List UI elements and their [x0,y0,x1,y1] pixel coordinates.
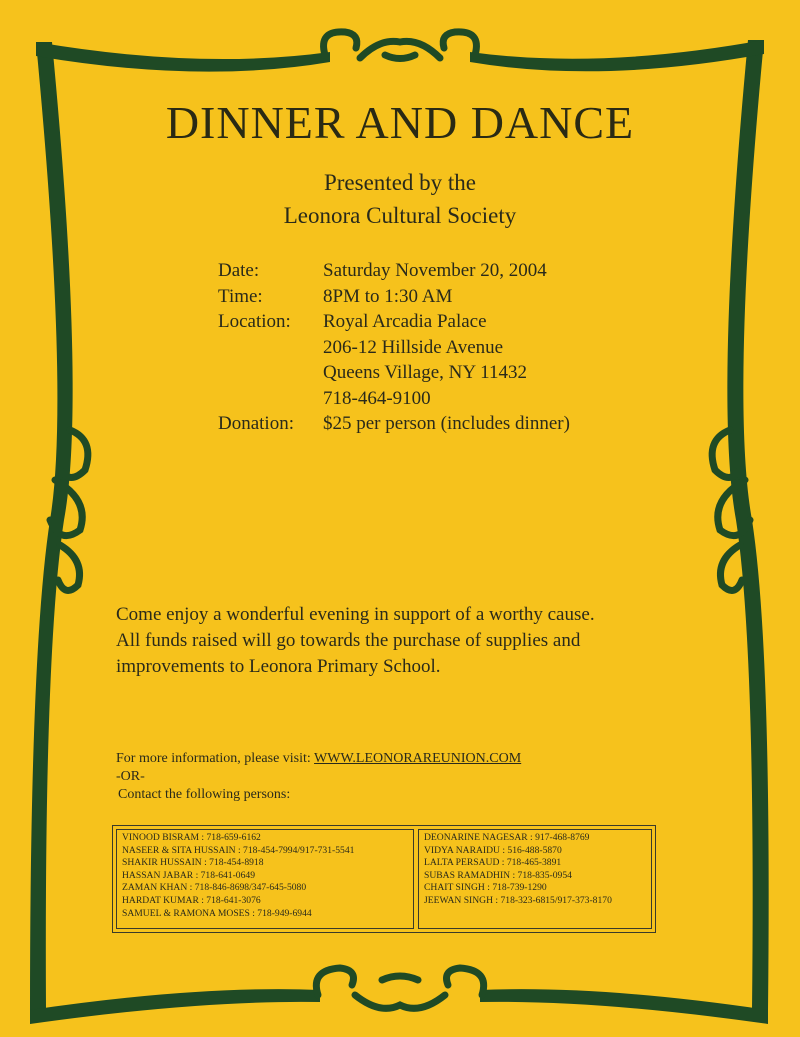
contact-entry: ZAMAN KHAN : 718-846-8698/347-645-5080 [122,882,307,894]
detail-value: Saturday November 20, 2004 [323,260,547,281]
event-details [218,258,570,437]
info-contact: Contact the following persons: [118,787,291,802]
info-line [116,750,521,768]
presented-line-2: Leonora Cultural Society [283,203,517,228]
paragraph-line: improvements to Leonora Primary School. [116,656,441,677]
description-paragraph [116,602,716,680]
contact-entry: SAMUEL & RAMONA MOSES : 718-949-6944 [122,907,312,919]
contacts-column-right [418,829,652,929]
detail-value: 206-12 Hillside Avenue [323,336,504,358]
contact-entry: HARDAT KUMAR : 718-641-3076 [122,894,261,906]
contact-entry: NASEER & SITA HUSSAIN : 718-454-7994/917-731-5541 [122,844,355,856]
detail-value: 8PM to 1:30 AM [323,285,453,307]
detail-label: Time: [218,285,263,307]
detail-value: $25 per person (includes dinner) [323,413,570,434]
detail-label: Date: [218,260,260,281]
info-or: -OR- [116,769,145,784]
contacts-table [112,825,656,933]
detail-value: Queens Village, NY 11432 [323,362,527,383]
detail-label [218,386,323,412]
detail-label: Location: [218,311,291,332]
detail-value: Royal Arcadia Palace [323,311,487,332]
detail-row-time [218,284,570,310]
detail-row-city [218,360,570,386]
contact-entry: DEONARINE NAGESAR : 917-468-8769 [424,832,590,843]
detail-row-phone [218,386,570,412]
detail-row-location [218,309,570,335]
contact-entry: VINOOD BISRAM : 718-659-6162 [122,832,261,843]
paragraph-line: All funds raised will go towards the purchase of supplies and [116,630,581,651]
detail-row-date [218,258,570,284]
info-block [116,750,521,804]
detail-label: Donation: [218,413,294,434]
paragraph-line: Come enjoy a wonderful evening in support of a worthy cause. [116,604,595,625]
contact-entry: CHAIT SINGH : 718-739-1290 [424,882,547,894]
contact-entry: SHAKIR HUSSAIN : 718-454-8918 [122,857,264,869]
detail-label [218,335,323,361]
detail-value: 718-464-9100 [323,387,431,409]
info-prefix: For more information, please visit: [116,751,315,766]
contact-entry: SUBAS RAMADHIN : 718-835-0954 [424,869,572,881]
detail-row-address [218,335,570,361]
presented-line-1: Presented by the [323,170,476,195]
contact-entry: HASSAN JABAR : 718-641-0649 [122,869,255,881]
contact-entry: VIDYA NARAIDU : 516-488-5870 [424,844,562,856]
contact-entry: JEEWAN SINGH : 718-323-6815/917-373-8170 [424,894,612,906]
event-title: DINNER AND DANCE [165,97,635,148]
contacts-column-left [116,829,414,929]
presenter-block [0,166,800,232]
contact-entry: LALTA PERSAUD : 718-465-3891 [424,857,562,869]
website-link[interactable]: WWW.LEONORAREUNION.COM [314,751,522,766]
detail-label [218,360,323,386]
detail-row-donation [218,411,570,437]
